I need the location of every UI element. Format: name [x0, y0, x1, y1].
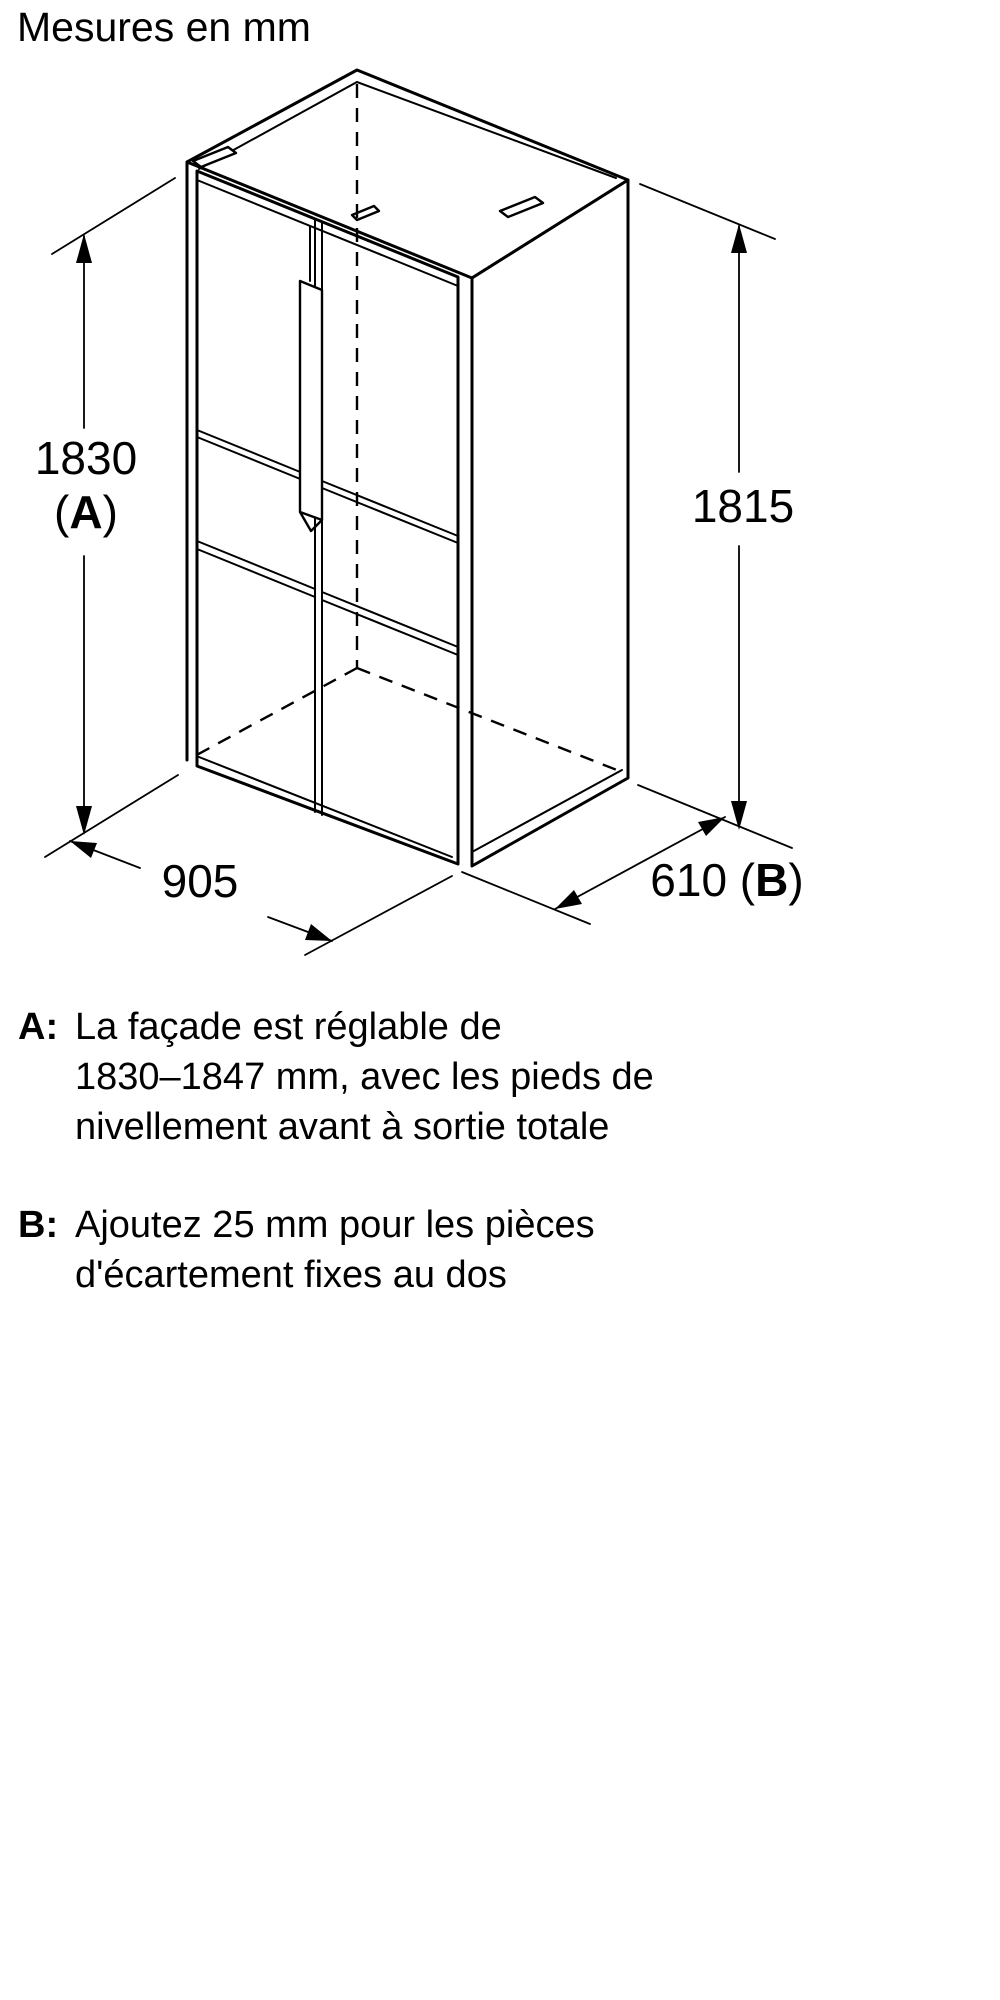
- fridge-dimension-diagram: [0, 0, 1000, 990]
- dim-label-depth: 610 (B): [650, 854, 804, 906]
- note-a-label: A:: [18, 1006, 59, 1048]
- note-a: [18, 1002, 654, 1152]
- arrow-height-front-bottom: [76, 806, 92, 835]
- arrow-width-right: [305, 924, 332, 941]
- note-a-text: [75, 1002, 654, 1152]
- door-handle-bar: [300, 281, 322, 520]
- note-a-line-1: La façade est réglable de: [75, 1006, 502, 1048]
- note-b-line-1: Ajoutez 25 mm pour les pièces: [75, 1204, 595, 1246]
- dim-label-width: 905: [161, 855, 239, 907]
- arrow-height-back-top: [731, 224, 747, 253]
- ext-line-top-right: [640, 184, 775, 239]
- fridge-cabinet: [187, 70, 628, 866]
- note-a-line-3: nivellement avant à sortie totale: [75, 1106, 610, 1148]
- arrow-height-back-bottom: [731, 801, 747, 830]
- door-assembly-front: [197, 171, 458, 864]
- ext-line-bottom-left: [45, 775, 178, 857]
- cabinet-right-face: [472, 180, 628, 866]
- ext-line-width-front: [305, 876, 452, 955]
- note-a-line-2: 1830–1847 mm, avec les pieds de: [75, 1056, 654, 1098]
- note-b-text: [75, 1200, 595, 1300]
- arrow-depth-right: [698, 817, 725, 836]
- arrow-width-left: [70, 841, 97, 858]
- arrow-depth-left: [555, 890, 582, 909]
- dim-label-height-front-letter: (A): [54, 486, 118, 538]
- page-title: Mesures en mm: [17, 4, 311, 50]
- note-b-line-2: d'écartement fixes au dos: [75, 1254, 507, 1296]
- note-b-label: B:: [18, 1204, 59, 1246]
- dim-label-height-front: 1830: [34, 432, 138, 484]
- ext-line-bottom-right: [638, 785, 792, 848]
- dim-label-height-back: 1815: [691, 480, 795, 532]
- note-b: [18, 1200, 595, 1300]
- ext-line-top-left: [52, 178, 175, 254]
